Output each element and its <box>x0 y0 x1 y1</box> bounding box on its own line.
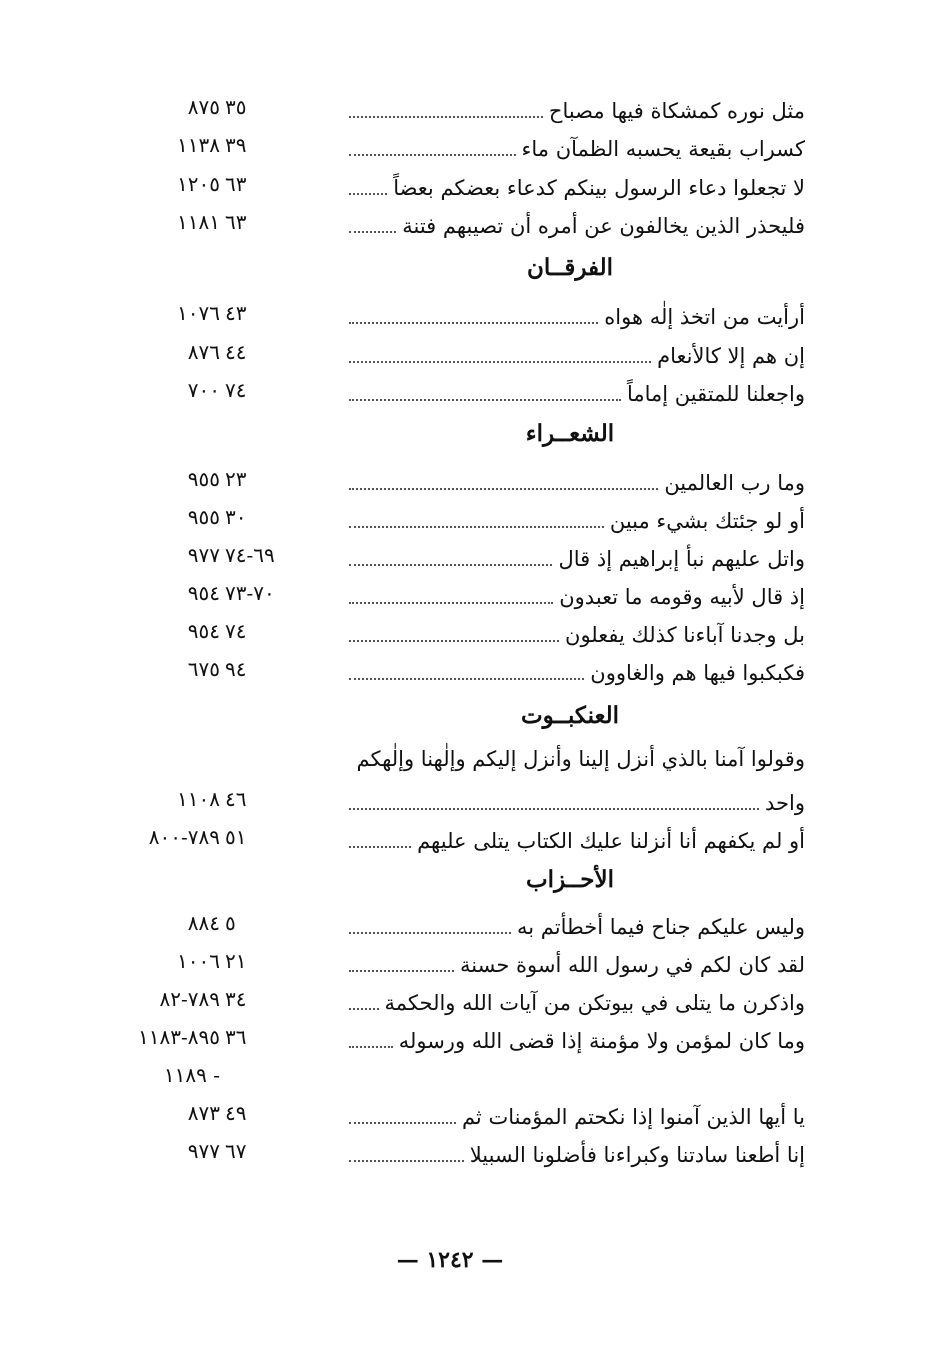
index-row <box>100 540 805 574</box>
verse-cell <box>345 540 805 574</box>
page-reference: ١٠٠٦ <box>177 949 220 973</box>
dot-leader <box>349 1159 464 1162</box>
ayah-number: ٣٥ <box>225 95 247 119</box>
index-row <box>100 375 805 409</box>
verse-text: وما كان لمؤمن ولا مؤمنة إذا قضى الله ورسوله <box>398 1029 805 1053</box>
page-number: — ١٢٤٢ — <box>396 1247 504 1273</box>
index-row <box>100 502 805 536</box>
dot-leader <box>349 1007 379 1010</box>
index-row <box>100 1136 805 1170</box>
dot-leader <box>349 192 387 195</box>
surah-heading: العنكبــوت <box>520 702 620 729</box>
page-reference: ٧٠٠ <box>187 378 220 402</box>
page-reference: ٩٥٥ <box>187 467 220 491</box>
ayah-number: ٦٧ <box>225 1139 247 1163</box>
verse-cell <box>345 1098 805 1132</box>
dot-leader <box>349 153 516 156</box>
verse-text: إذ قال لأبيه وقومه ما تعبدون <box>559 585 805 609</box>
ayah-number: ٥ <box>225 911 236 935</box>
verse-cell <box>345 616 805 650</box>
verse-text: أو لم يكفهم أنا أنزلنا عليك الكتاب يتلى عليهم <box>417 829 805 853</box>
verse-text: إن هم إلا كالأنعام <box>657 344 805 368</box>
verse-cell <box>345 169 805 203</box>
index-row <box>100 298 805 332</box>
dot-leader <box>349 487 658 490</box>
ayah-number: ٧٠-٧٣ <box>225 581 275 605</box>
surah-heading: الفرقــان <box>526 254 614 281</box>
index-row <box>100 822 805 856</box>
dot-leader <box>349 115 543 118</box>
verse-text: فكبكبوا فيها هم والغاوون <box>590 661 805 685</box>
dot-leader <box>349 845 411 848</box>
index-row <box>100 984 805 1018</box>
index-row <box>100 130 805 164</box>
index-row <box>100 207 805 241</box>
verse-text: وما رب العالمين <box>664 471 805 495</box>
dot-leader <box>349 360 651 363</box>
verse-cell <box>345 654 805 688</box>
page-reference: ٧٨٩-٨٢ <box>159 987 220 1011</box>
dot-leader <box>349 230 396 233</box>
ayah-number: ٤٦ <box>225 787 247 811</box>
page-reference: ١٢٠٥ <box>177 172 220 196</box>
ayah-number: ٩٤ <box>225 657 247 681</box>
dot-leader <box>349 1121 456 1124</box>
verse-cell <box>345 784 805 818</box>
page-reference: ٦٧٥ <box>187 657 220 681</box>
page-reference: ٩٧٧ <box>187 543 220 567</box>
surah-heading: الشعــراء <box>525 420 615 447</box>
index-row <box>100 908 805 942</box>
ayah-number: ٤٤ <box>225 340 247 364</box>
ayah-number: ٥١ <box>225 825 247 849</box>
ayah-number: ٣٤ <box>225 987 247 1011</box>
verse-text: واذكرن ما يتلى في بيوتكن من آيات الله والحكمة <box>384 991 805 1015</box>
page-reference: ٧٨٩-٨٠٠ <box>148 825 220 849</box>
verse-cell <box>345 946 805 980</box>
index-row <box>100 946 805 980</box>
verse-text: لا تجعلوا دعاء الرسول بينكم كدعاء بعضكم بعضاً <box>393 176 805 200</box>
page-reference: ١١٠٨ <box>177 787 220 811</box>
verse-cell <box>345 92 805 126</box>
dot-leader <box>349 807 759 810</box>
verse-text: واجعلنا للمتقين إماماً <box>626 382 805 406</box>
verse-cell <box>345 1136 805 1170</box>
verse-cell <box>345 207 805 241</box>
dot-leader <box>349 321 598 324</box>
page-reference: ٨٨٤ <box>187 911 220 935</box>
index-row <box>100 1022 805 1056</box>
verse-cell <box>345 1022 805 1056</box>
verse-cell <box>345 502 805 536</box>
index-row <box>100 616 805 650</box>
verse-text: فليحذر الذين يخالفون عن أمره أن تصيبهم فتنة <box>402 214 805 238</box>
verse-text: واتل عليهم نبأ إبراهيم إذ قال <box>558 547 805 571</box>
verse-cell <box>345 375 805 409</box>
dot-leader <box>349 563 552 566</box>
ayah-number: ٤٩ <box>225 1101 247 1125</box>
verse-text: كسراب بقيعة يحسبه الظمآن ماء <box>521 137 805 161</box>
index-row <box>100 1060 805 1094</box>
page-reference: ١٠٧٦ <box>177 301 220 325</box>
index-row <box>100 578 805 612</box>
verse-cell <box>345 464 805 498</box>
verse-text: وليس عليكم جناح فيما أخطأتم به <box>517 915 805 939</box>
verse-text: مثل نوره كمشكاة فيها مصباح <box>548 99 805 123</box>
verse-cell <box>345 298 805 332</box>
index-row <box>100 169 805 203</box>
ayah-number: ٣٦ <box>225 1025 247 1049</box>
page-reference: ٨٧٣ <box>187 1101 220 1125</box>
dot-leader <box>349 1045 393 1048</box>
ayah-number: ٦٩-٧٤ <box>225 543 275 567</box>
verse-cell <box>345 130 805 164</box>
ayah-number: ٢٣ <box>225 467 247 491</box>
page-reference: ٨٩٥-١١٨٣ <box>138 1025 220 1049</box>
page-reference: ٩٥٤ <box>187 581 220 605</box>
ayah-number: ٢١ <box>225 949 247 973</box>
index-row <box>100 1098 805 1132</box>
verse-text: لقد كان لكم في رسول الله أسوة حسنة <box>460 953 805 977</box>
index-row <box>100 337 805 371</box>
verse-cell <box>345 822 805 856</box>
verse-cell <box>345 578 805 612</box>
page-reference: ٩٥٤ <box>187 619 220 643</box>
index-row <box>100 784 805 818</box>
ayah-number: ٦٣ <box>225 172 247 196</box>
verse-cell <box>345 337 805 371</box>
page-reference: ١١٨١ <box>177 210 220 234</box>
dot-leader <box>349 525 604 528</box>
page-reference: ١١٣٨ <box>177 133 220 157</box>
verse-cell <box>345 984 805 1018</box>
verse-cell <box>345 908 805 942</box>
ayah-number: ٧٤ <box>225 378 247 402</box>
verse-text: يا أيها الذين آمنوا إذا نكحتم المؤمنات ثم <box>461 1105 805 1129</box>
page-reference: ٩٥٥ <box>187 505 220 529</box>
ayah-number: ٧٤ <box>225 619 247 643</box>
dot-leader <box>349 601 553 604</box>
verse-text: أو لو جئتك بشيء مبين <box>609 509 805 533</box>
dot-leader <box>349 398 621 401</box>
verse-text: واحد <box>765 791 805 815</box>
verse-text: بل وجدنا آباءنا كذلك يفعلون <box>565 623 805 647</box>
dot-leader <box>349 969 454 972</box>
dot-leader <box>349 639 559 642</box>
page-reference: ٨٧٦ <box>187 340 220 364</box>
ayah-number: ٣٠ <box>225 505 247 529</box>
index-row <box>100 464 805 498</box>
verse-text: أرأيت من اتخذ إلٰه هواه <box>604 305 805 329</box>
verse-lead-line: وقولوا آمنا بالذي أنزل إلينا وأنزل إليكم وإلٰهنا وإلٰهكم <box>356 747 805 771</box>
ayah-number: ٣٩ <box>225 133 247 157</box>
index-row <box>100 654 805 688</box>
ayah-number: ٤٣ <box>225 301 247 325</box>
verse-text: إنا أطعنا سادتنا وكبراءنا فأضلونا السبيلا <box>469 1143 805 1167</box>
dot-leader <box>349 677 584 680</box>
surah-heading: الأحــزاب <box>526 866 614 893</box>
page-reference: ٨٧٥ <box>187 95 220 119</box>
page-reference: ٩٧٧ <box>187 1139 220 1163</box>
index-row <box>100 92 805 126</box>
dot-leader <box>349 931 511 934</box>
ayah-number: ٦٣ <box>225 210 247 234</box>
page-reference: - ١١٨٩ <box>163 1063 220 1087</box>
